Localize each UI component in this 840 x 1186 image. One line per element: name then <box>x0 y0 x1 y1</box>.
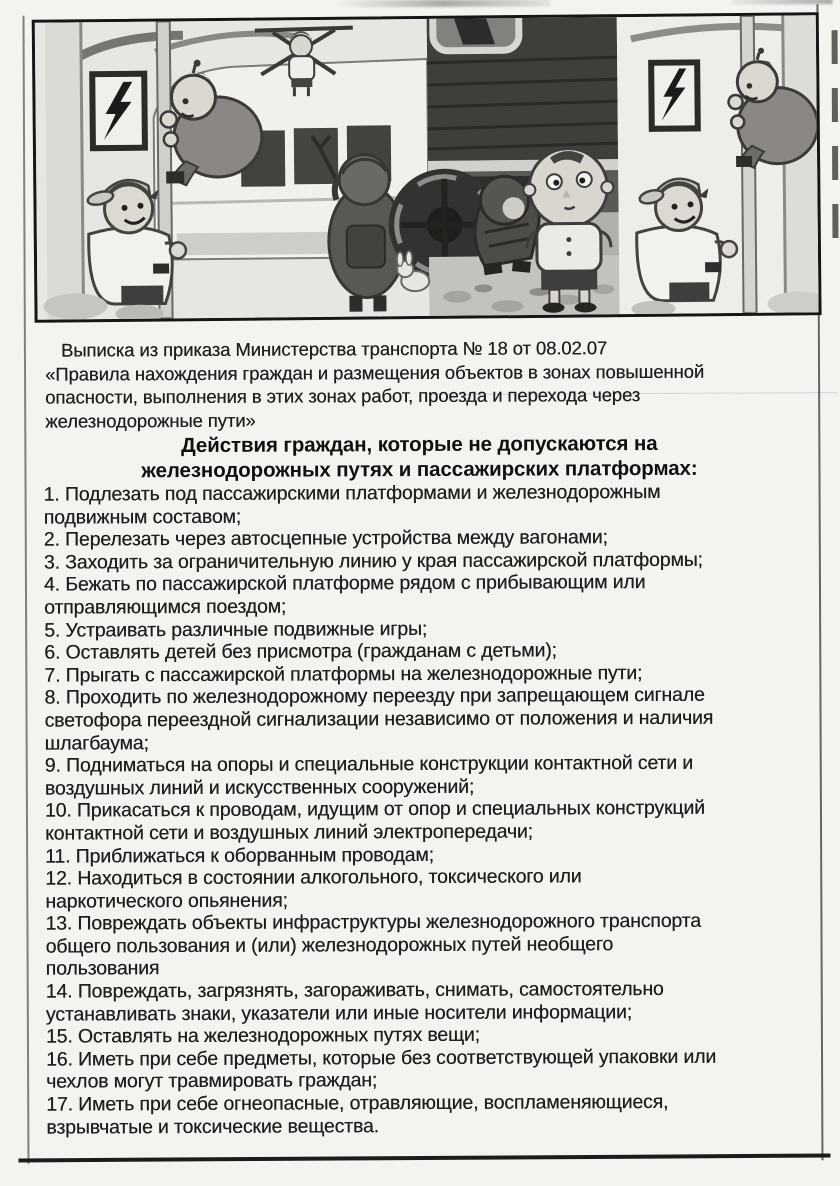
order-excerpt-title: Выписка из приказа Министерства транспорта № 18 от 08.02.07 <box>61 335 790 362</box>
scan-edge-artifact <box>832 30 839 245</box>
prohibited-action-item: 10. Прикасаться к проводам, идущим от опор и специальных конструкций контактной сети и воздушных линий электропередачи; <box>45 797 801 845</box>
kid-on-train-roof <box>289 31 315 96</box>
high-voltage-sign-icon <box>651 62 698 128</box>
prohibited-action-item: 14. Повреждать, загрязнять, загораживать, снимать, самостоятельно устанавливать знаки, указатели или иные носители информации; <box>46 977 802 1025</box>
prohibited-action-item: 9. Подниматься на опоры и специальные конструкции контактной сети и воздушных линий и искусственных сооружений; <box>45 751 801 799</box>
page-border-bottom <box>18 1154 830 1163</box>
scan-smudge <box>335 0 550 7</box>
prohibited-action-item: 4. Бежать по пассажирской платформе рядом с прибывающим или отправляющимся поездом; <box>44 571 800 619</box>
prohibited-action-item: 1. Подлезать под пассажирскими платформами и железнодорожным подвижным составом; <box>44 480 800 528</box>
prohibited-action-item: 13. Повреждать объекты инфраструктуры железнодорожного транспорта общего пользования и (или) железнодорожных путей необщего пользования <box>45 910 801 981</box>
order-excerpt <box>45 335 790 432</box>
cartoon-strip <box>35 15 819 319</box>
page-title: Действия граждан, которые не допускаются на железнодорожных путях и пассажирских платформах: <box>39 430 799 483</box>
prohibited-action-item: 8. Проходить по железнодорожному переезду при запрещающем сигнале светофора переездной сигнализации независимо от положения и наличия шлагбаума; <box>44 684 800 755</box>
prohibited-action-item: 15. Оставлять на железнодорожных путях вещи; <box>46 1023 802 1049</box>
prohibited-action-item: 16. Иметь при себе предметы, которые без соответствующей упаковки или чехлов могут травмировать граждан; <box>46 1045 802 1093</box>
panel-pole-climbing-right <box>617 15 819 317</box>
prohibited-action-item: 11. Приближаться к оборванным проводам; <box>45 842 801 868</box>
order-excerpt-quote: «Правила нахождения граждан и размещения объектов в зонах повышенной опасности, выполнения в этих зонах работ, проезда и перехода через железнодорожные пути» <box>45 359 790 433</box>
prohibited-action-item: 6. Оставлять детей без присмотра (гражданам с детьми); <box>44 638 800 664</box>
panel-pole-climbing-left <box>35 19 430 320</box>
prohibited-action-item: 17. Иметь при себе огнеопасные, отравляющие, воспламеняющиеся, взрывчатые и токсические вещества. <box>46 1090 802 1138</box>
safety-cartoon-illustration <box>32 12 822 323</box>
traincar-window <box>433 15 519 51</box>
prohibited-actions-list <box>44 480 803 1139</box>
prohibited-action-item: 7. Прыгать с пассажирской платформы на железнодорожные пути; <box>44 661 800 687</box>
page-border-left <box>22 16 29 1164</box>
prohibited-action-item: 12. Находиться в состоянии алкогольного, токсического или наркотического опьянения; <box>45 864 801 912</box>
high-voltage-sign-icon <box>92 74 145 148</box>
prohibited-action-item: 5. Устраивать различные подвижные игры; <box>44 616 800 642</box>
prohibited-action-item: 3. Заходить за ограничительную линию у края пассажирской платформы; <box>44 548 800 574</box>
prohibited-action-item: 2. Перелезать через автосцепные устройства между вагонами; <box>44 526 800 552</box>
